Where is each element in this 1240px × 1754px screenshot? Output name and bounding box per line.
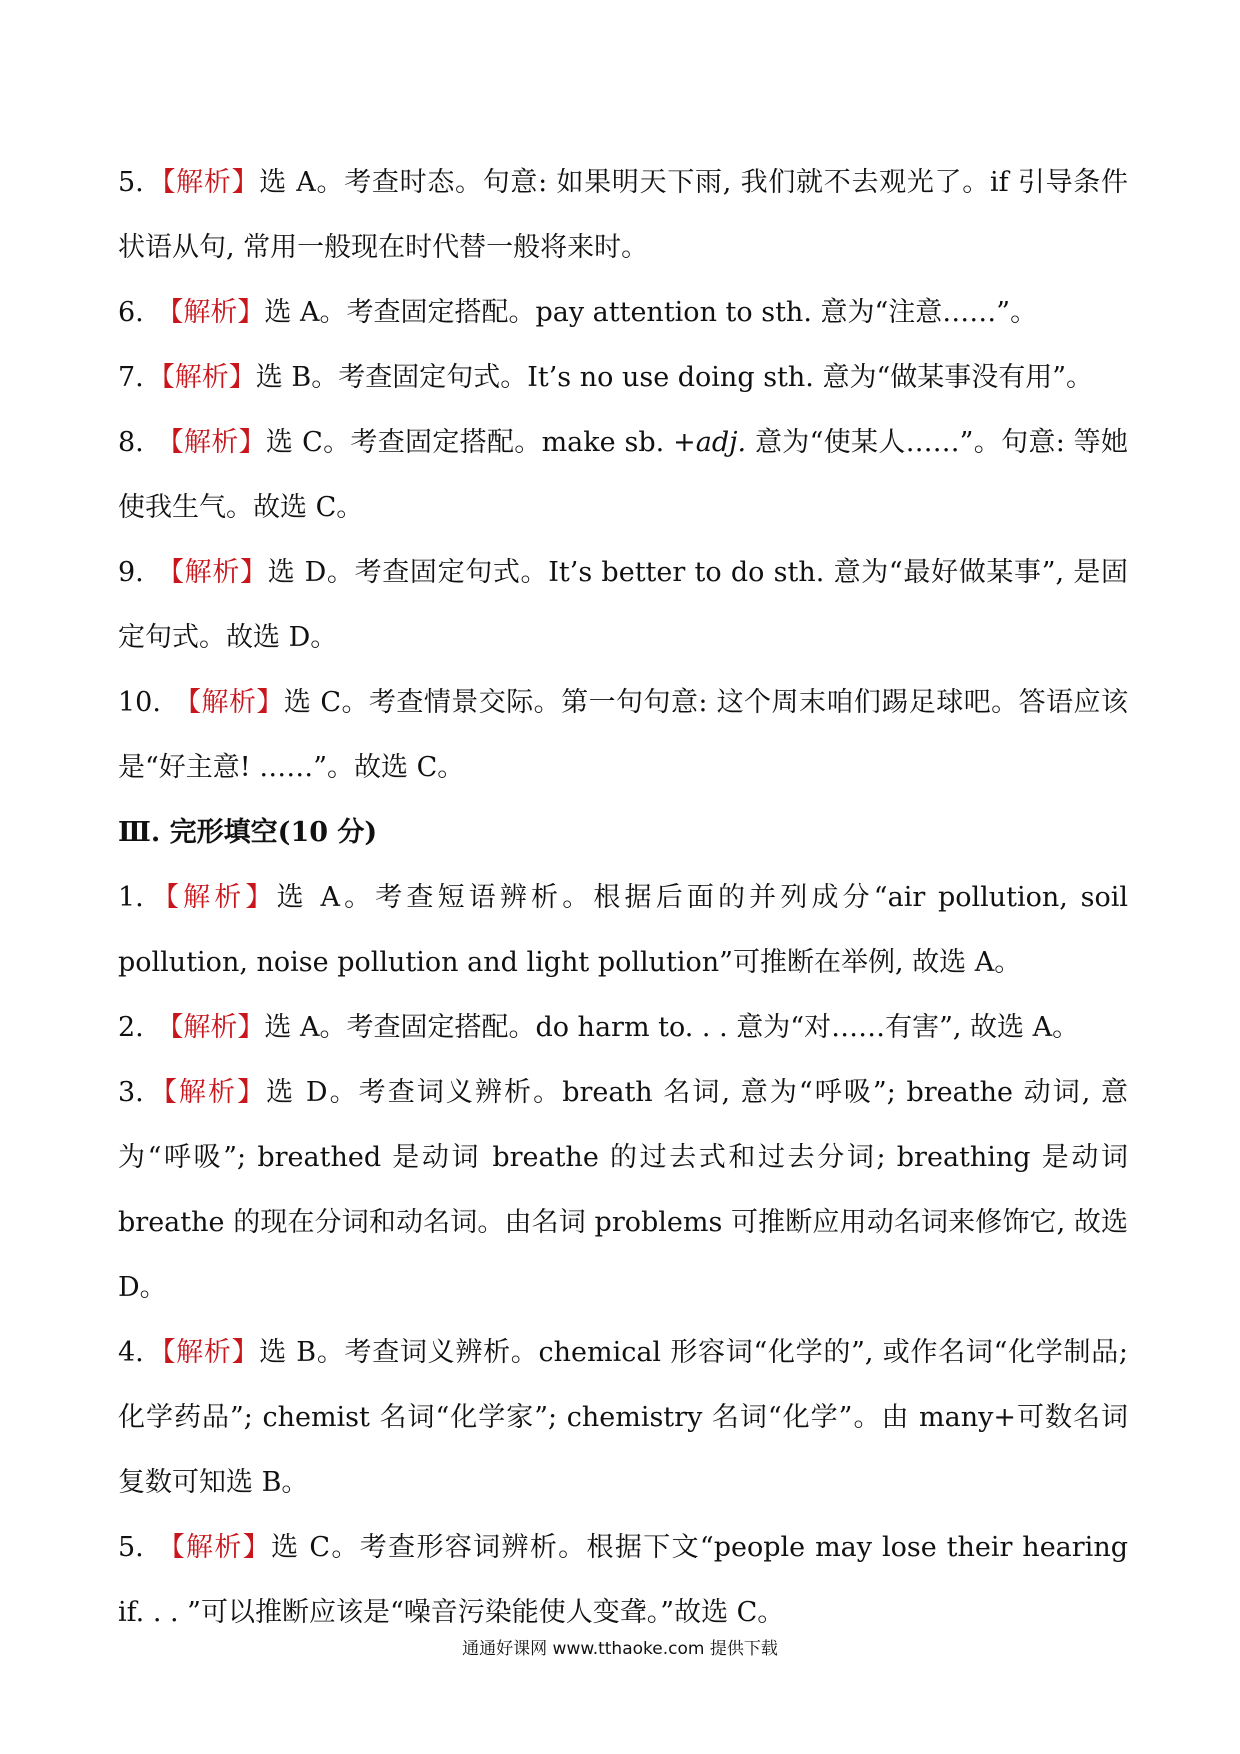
item-text: 选 B。考查固定句式。It’s no use doing sth. 意为“做某事没有用”。 [255, 362, 1094, 393]
item-number: 5. [118, 1532, 144, 1563]
analysis-tag: 【解析】 [157, 557, 268, 588]
analysis-tag: 【解析】 [147, 362, 256, 393]
item-number: 5. [118, 167, 144, 198]
analysis-tag: 【解析】 [156, 427, 266, 458]
item-number: 10. [118, 687, 161, 718]
answer-item-6 [118, 280, 1128, 345]
analysis-tag: 【解析】 [147, 882, 277, 913]
cloze-item-3 [118, 1060, 1128, 1320]
item-number: 4. [118, 1337, 144, 1368]
item-text: 选 B。考查词义辨析。chemical 形容词“化学的”, 或作名词“化学制品; 化学药品”; chemist 名词“化学家”; chemistry 名词“化学”。由 many+可数名词复数可知选 B。 [118, 1337, 1128, 1498]
cloze-item-1 [118, 865, 1128, 995]
cloze-item-5 [118, 1515, 1128, 1645]
analysis-tag: 【解析】 [147, 167, 260, 198]
analysis-tag: 【解析】 [156, 1012, 265, 1043]
item-text-italic: adj. [695, 427, 747, 458]
answer-item-7 [118, 345, 1128, 410]
item-number: 6. [118, 297, 144, 328]
item-text: 选 A。考查时态。句意: 如果明天下雨, 我们就不去观光了。if 引导条件状语从句, 常用一般现在时代替一般将来时。 [118, 167, 1128, 263]
answer-item-5 [118, 150, 1128, 280]
item-text: 选 A。考查短语辨析。根据后面的并列成分“air pollution, soil pollution, noise pollution and light pollution”可推断在举例, 故选 A。 [118, 882, 1129, 978]
analysis-tag: 【解析】 [174, 687, 284, 718]
item-text: 选 C。考查情景交际。第一句句意: 这个周末咱们踢足球吧。答语应该是“好主意! ……”。故选 C。 [118, 687, 1128, 783]
item-text: 选 A。考查固定搭配。pay attention to sth. 意为“注意……”。 [264, 297, 1038, 328]
item-number: 8. [118, 427, 144, 458]
item-number: 3. [118, 1077, 144, 1108]
analysis-tag: 【解析】 [156, 297, 265, 328]
item-number: 1. [118, 882, 144, 913]
analysis-tag: 【解析】 [147, 1077, 267, 1108]
analysis-tag: 【解析】 [147, 1337, 260, 1368]
document-body [118, 150, 1128, 1645]
cloze-item-4 [118, 1320, 1128, 1515]
analysis-tag: 【解析】 [157, 1532, 272, 1563]
answer-item-9 [118, 540, 1128, 670]
item-text: 选 C。考查固定搭配。make sb. + [265, 427, 696, 458]
section-title: Ⅲ. 完形填空(10 分) [118, 817, 378, 848]
item-text: 选 A。考查固定搭配。do harm to. . . 意为“对……有害”, 故选 A。 [264, 1012, 1080, 1043]
item-text: 选 D。考查固定句式。It’s better to do sth. 意为“最好做某事”, 是固定句式。故选 D。 [118, 557, 1128, 653]
item-number: 9. [118, 557, 144, 588]
page-footer: 通通好课网 www.tthaoke.com 提供下载 [462, 1639, 778, 1659]
answer-item-10 [118, 670, 1128, 800]
item-text: 选 D。考查词义辨析。breath 名词, 意为“呼吸”; breathe 动词, 意为“呼吸”; breathed 是动词 breathe 的过去式和过去分词; breathing 是动词 breathe 的现在分词和动名词。由名词 problems 可推断应用动名词来修饰它, 故选 D。 [118, 1077, 1129, 1303]
item-text-cont: 意为“使某人……”。句意: 等她使我生气。故选 C。 [118, 427, 1128, 523]
cloze-item-2 [118, 995, 1128, 1060]
item-number: 2. [118, 1012, 144, 1043]
item-number: 7. [118, 362, 144, 393]
item-text: 选 C。考查形容词辨析。根据下文“people may lose their hearing if. . . ”可以推断应该是“噪音污染能使人变聋。”故选 C。 [118, 1532, 1128, 1628]
answer-item-8 [118, 410, 1128, 540]
